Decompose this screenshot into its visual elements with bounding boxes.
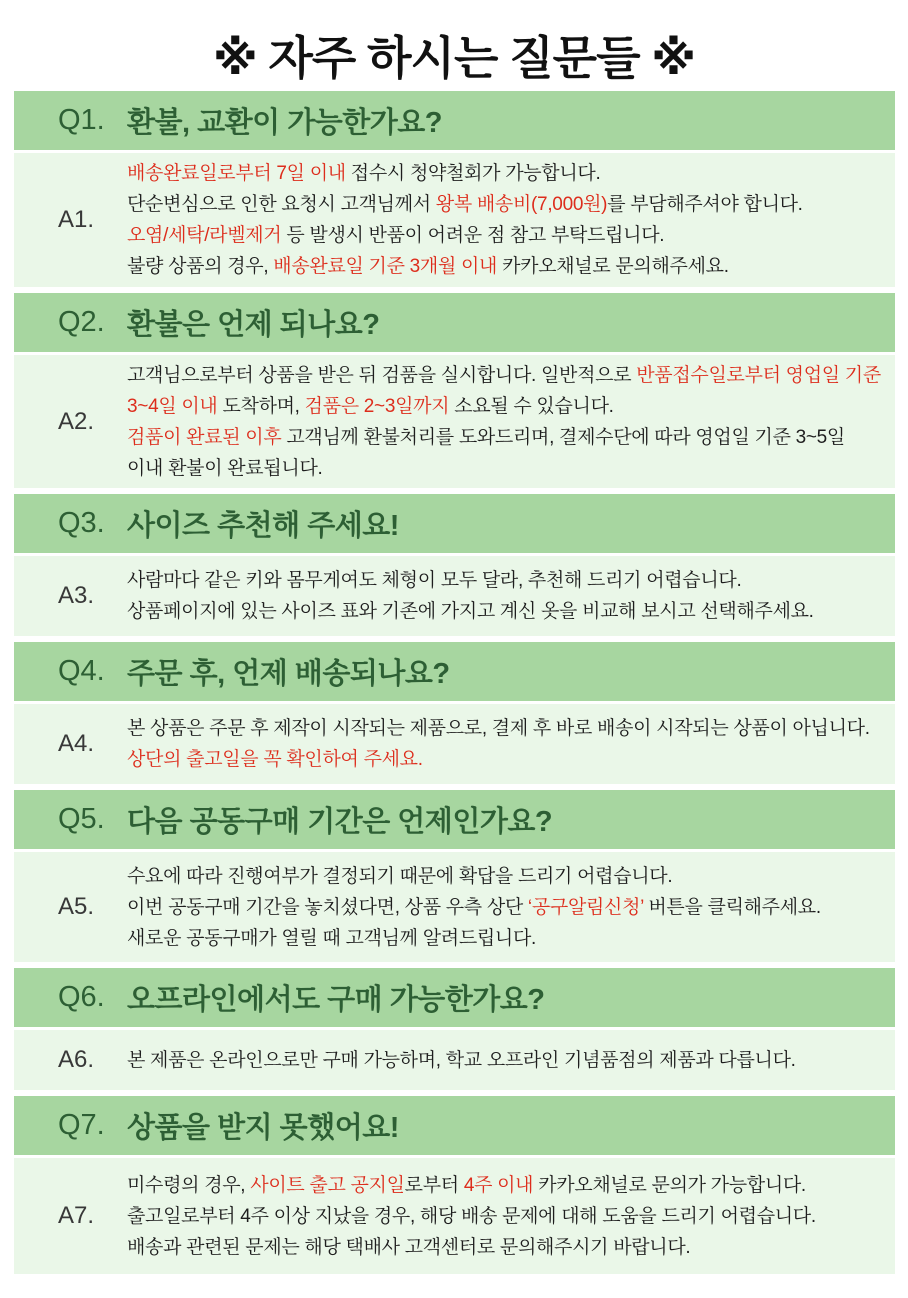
faq-section xyxy=(14,91,895,287)
question-text: 사이즈 추천해 주세요! xyxy=(127,510,399,542)
question-text: 주문 후, 언제 배송되나요? xyxy=(127,658,450,690)
answer-line xyxy=(127,360,881,391)
answer-label: A4. xyxy=(58,730,95,757)
question-text: 환불은 언제 되나요? xyxy=(127,309,380,341)
faq-section xyxy=(14,293,895,488)
highlighted-text: 사이트 출고 공지일 xyxy=(250,1174,405,1196)
answer-box xyxy=(14,355,895,488)
faq-section xyxy=(14,968,895,1090)
answer-text: 단순변심으로 인한 요청시 고객님께서 xyxy=(127,194,436,215)
highlighted-text: ‘공구알림신청’ xyxy=(527,896,644,918)
highlighted-text: 검품이 완료된 이후 xyxy=(127,426,282,448)
answer-text: 카카오채널로 문의해주세요. xyxy=(497,256,729,277)
question-label: Q7. xyxy=(58,1109,105,1141)
answer-text: 수요에 따라 진행여부가 결정되기 때문에 확답을 드리기 어렵습니다. xyxy=(127,865,673,887)
answer-text: 버튼을 클릭해주세요. xyxy=(643,896,821,918)
question-bar xyxy=(14,1096,895,1155)
answer-text: 배송과 관련된 문제는 해당 택배사 고객센터로 문의해주시기 바랍니다. xyxy=(127,1236,691,1258)
answer-lines xyxy=(127,1045,796,1076)
answer-box xyxy=(14,1158,895,1274)
faq-section xyxy=(14,642,895,784)
answer-text: 미수령의 경우, xyxy=(127,1174,251,1196)
highlighted-text: 오염/세탁/라벨제거 xyxy=(127,225,282,246)
answer-lines xyxy=(127,360,881,484)
answer-label: A3. xyxy=(58,582,95,609)
highlighted-text: 검품은 2~3일까지 xyxy=(304,395,450,417)
answer-lines xyxy=(127,158,803,282)
answer-text: 고객님으로부터 상품을 받은 뒤 검품을 실시합니다. 일반적으로 xyxy=(127,364,637,386)
answer-line xyxy=(127,1201,816,1232)
answer-line xyxy=(127,861,821,892)
answer-line xyxy=(127,220,803,251)
question-bar xyxy=(14,91,895,150)
faq-list xyxy=(14,91,895,1274)
answer-lines xyxy=(127,861,821,954)
answer-line xyxy=(127,391,881,422)
answer-label: A1. xyxy=(58,206,95,233)
faq-section xyxy=(14,494,895,636)
answer-line xyxy=(127,892,821,923)
answer-text: 본 상품은 주문 후 제작이 시작되는 제품으로, 결제 후 바로 배송이 시작되는 상품이 아닙니다. xyxy=(127,718,870,739)
question-bar xyxy=(14,642,895,701)
question-label: Q6. xyxy=(58,981,105,1013)
answer-text: 상품페이지에 있는 사이즈 표와 기존에 가지고 계신 옷을 비교해 보시고 선택해주세요. xyxy=(127,601,814,622)
answer-text: 이내 환불이 완료됩니다. xyxy=(127,457,323,479)
answer-text: 본 제품은 온라인으로만 구매 가능하며, 학교 오프라인 기념품점의 제품과 다릅니다. xyxy=(127,1049,796,1071)
answer-line xyxy=(127,565,814,596)
answer-line xyxy=(127,189,803,220)
answer-text: 로부터 xyxy=(404,1174,464,1196)
answer-line xyxy=(127,453,881,484)
question-text: 오프라인에서도 구매 가능한가요? xyxy=(127,984,545,1016)
answer-line xyxy=(127,713,870,744)
answer-line xyxy=(127,422,881,453)
answer-box xyxy=(14,556,895,636)
page-title: ※ 자주 하시는 질문들 ※ xyxy=(212,32,696,84)
answer-label: A6. xyxy=(58,1046,95,1073)
highlighted-text: 반품접수일로부터 영업일 기준 xyxy=(636,364,881,386)
answer-text: 소요될 수 있습니다. xyxy=(449,395,614,417)
answer-line xyxy=(127,744,870,775)
answer-text: 출고일로부터 4주 이상 지났을 경우, 해당 배송 문제에 대해 도움을 드리기 어렵습니다. xyxy=(127,1205,816,1227)
answer-box xyxy=(14,153,895,287)
answer-line xyxy=(127,1232,816,1263)
highlighted-text: 3~4일 이내 xyxy=(127,395,218,417)
answer-text: 고객님께 환불처리를 도와드리며, 결제수단에 따라 영업일 기준 3~5일 xyxy=(281,426,845,448)
highlighted-text: 왕복 배송비(7,000원) xyxy=(435,194,608,215)
answer-box xyxy=(14,1030,895,1090)
answer-lines xyxy=(127,1170,816,1263)
answer-text: 도착하며, xyxy=(217,395,305,417)
answer-line xyxy=(127,1170,816,1201)
answer-text: 이번 공동구매 기간을 놓치셨다면, 상품 우측 상단 xyxy=(127,896,528,918)
answer-box xyxy=(14,704,895,784)
answer-text: 새로운 공동구매가 열릴 때 고객님께 알려드립니다. xyxy=(127,927,537,949)
answer-line xyxy=(127,1045,796,1076)
answer-label: A5. xyxy=(58,893,95,920)
highlighted-text: 배송완료일로부터 7일 이내 xyxy=(127,163,346,184)
highlighted-text: 4주 이내 xyxy=(463,1174,534,1196)
answer-line xyxy=(127,251,803,282)
answer-text: 카카오채널로 문의가 가능합니다. xyxy=(533,1174,806,1196)
question-bar xyxy=(14,968,895,1027)
answer-text: 사람마다 같은 키와 몸무게여도 체형이 모두 달라, 추천해 드리기 어렵습니다. xyxy=(127,570,742,591)
question-label: Q2. xyxy=(58,306,105,338)
answer-lines xyxy=(127,565,814,627)
answer-line xyxy=(127,923,821,954)
answer-line xyxy=(127,158,803,189)
question-bar xyxy=(14,790,895,849)
highlighted-text: 상단의 출고일을 꼭 확인하여 주세요. xyxy=(127,749,423,770)
question-label: Q3. xyxy=(58,507,105,539)
faq-section xyxy=(14,1096,895,1274)
answer-text: 불량 상품의 경우, xyxy=(127,256,274,277)
question-label: Q1. xyxy=(58,104,105,136)
question-bar xyxy=(14,494,895,553)
answer-label: A7. xyxy=(58,1202,95,1229)
question-text: 다음 공동구매 기간은 언제인가요? xyxy=(127,806,553,838)
answer-box xyxy=(14,852,895,962)
answer-text: 등 발생시 반품이 어려운 점 참고 부탁드립니다. xyxy=(281,225,665,246)
highlighted-text: 배송완료일 기준 3개월 이내 xyxy=(273,256,498,277)
answer-lines xyxy=(127,713,870,775)
question-text: 환불, 교환이 가능한가요? xyxy=(127,107,443,139)
question-label: Q4. xyxy=(58,655,105,687)
question-label: Q5. xyxy=(58,803,105,835)
question-bar xyxy=(14,293,895,352)
question-text: 상품을 받지 못했어요! xyxy=(127,1112,399,1144)
answer-text: 를 부담해주셔야 합니다. xyxy=(607,194,803,215)
answer-line xyxy=(127,596,814,627)
answer-label: A2. xyxy=(58,407,95,435)
answer-text: 접수시 청약철회가 가능합니다. xyxy=(345,163,601,184)
faq-section xyxy=(14,790,895,962)
